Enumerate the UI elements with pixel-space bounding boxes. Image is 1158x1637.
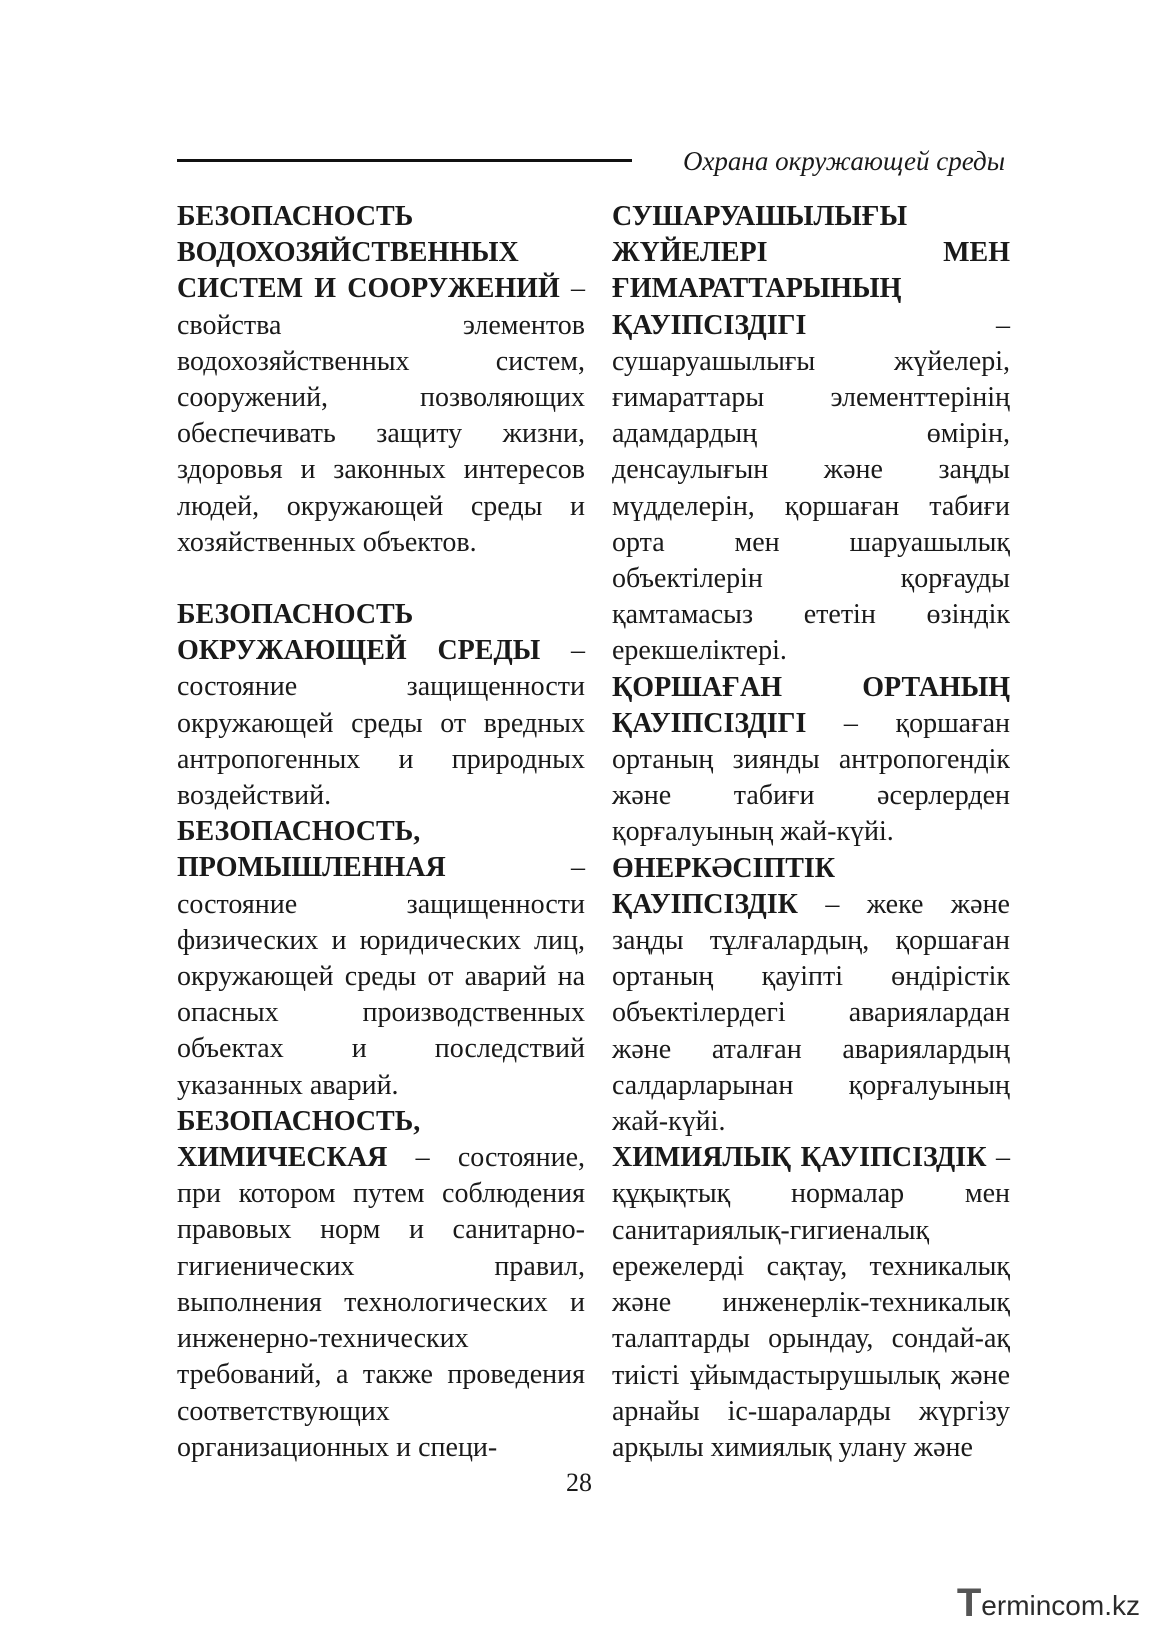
entry-term: ҚОРШАҒАН ОРТАНЫҢ ҚАУІПСІЗДІГІ (612, 671, 1010, 739)
glossary-entry (612, 1140, 1010, 1466)
glossary-entry (177, 814, 585, 1104)
entry-term: БЕЗОПАСНОСТЬ ВОДОХОЗЯЙСТВЕННЫХ СИСТЕМ И СООРУЖЕНИЙ (177, 201, 560, 305)
entry-definition: – состояние защищенности физических и юридических лиц, окружающей среды от аварий на опасных производственных объектах и последствий указанных аварий. (177, 852, 585, 1101)
watermark-text: ermincom.kz (981, 1590, 1140, 1621)
entry-definition: – сушаруашылығы жүйелері, ғимараттары элементтерінің адамдардың өмірін, денсаулығын және заңды мүдделерін, қоршаған табиғи орта мен шаруашылық объектілерін қорғауды қамтамасыз ететін өзіндік ерекшеліктері. (612, 309, 1010, 667)
entry-term: БЕЗОПАСНОСТЬ ОКРУЖАЮЩЕЙ СРЕДЫ (177, 599, 541, 667)
entry-term: СУШАРУАШЫЛЫҒЫ ЖҮЙЕЛЕРІ МЕН ҒИМАРАТТАРЫНЫҢ ҚАУІПСІЗДІГІ (612, 201, 1010, 341)
header-rule (177, 159, 632, 162)
page-number: 28 (566, 1468, 592, 1497)
entry-term: ХИМИЯЛЫҚ ҚАУІПСІЗДІК (612, 1142, 987, 1174)
entry-term: БЕЗОПАСНОСТЬ, ХИМИЧЕСКАЯ (177, 1105, 421, 1174)
entry-term: БЕЗОПАСНОСТЬ, ПРОМЫШЛЕННАЯ (177, 816, 446, 884)
entry-definition: – қоршаған ортаның зиянды антропогендік және табиғи әсерлерден қорғалуының жай-күйі. (612, 707, 1010, 848)
glossary-entry (177, 597, 585, 814)
watermark-initial: T (956, 1581, 982, 1625)
glossary-entry (177, 199, 585, 561)
watermark-logo (930, 1579, 1140, 1623)
entry-definition: – жеке және заңды тұлғалардың, қоршаған ортаның қауіпті өндірістік объектілердегі авариялардан және аталған авариялардың салдарларынан қорғалуының жай-күйі. (612, 888, 1010, 1138)
entry-definition: – состояние, при котором путем соблюдения правовых норм и санитарно-гигиенических правил, выполнения технологических и инженерно-технических требований, а также проведения соответствующих организационных и специ- (177, 1142, 585, 1463)
glossary-entry (612, 851, 1010, 1141)
entry-definition: – состояние защищенности окружающей среды от вредных антропогенных и природных воздействий. (177, 635, 585, 812)
entry-term: ӨНЕРКӘСІПТІК ҚАУІПСІЗДІК (612, 852, 836, 920)
glossary-entry (177, 1104, 585, 1466)
left-column (177, 199, 585, 1466)
right-column (612, 199, 1010, 1466)
entry-definition: – свойства элементов водохозяйственных систем, сооружений, позволяющих обеспечивать защиту жизни, здоровья и законных интересов людей, окружающей среды и хозяйственных объектов. (177, 273, 585, 558)
glossary-entry (612, 670, 1010, 851)
running-head: Охрана окружающей среды (682, 146, 1005, 176)
entry-definition: – құқықтық нормалар мен санитариялық-гигиеналық ережелерді сақтау, техникалық және инженерлік-техникалық талаптарды орындау, сондай-ақ тиісті ұйымдастырушылық және арнайы іс-шараларды жүргізу арқылы химиялық улану және (612, 1142, 1010, 1463)
glossary-entry (612, 199, 1010, 670)
